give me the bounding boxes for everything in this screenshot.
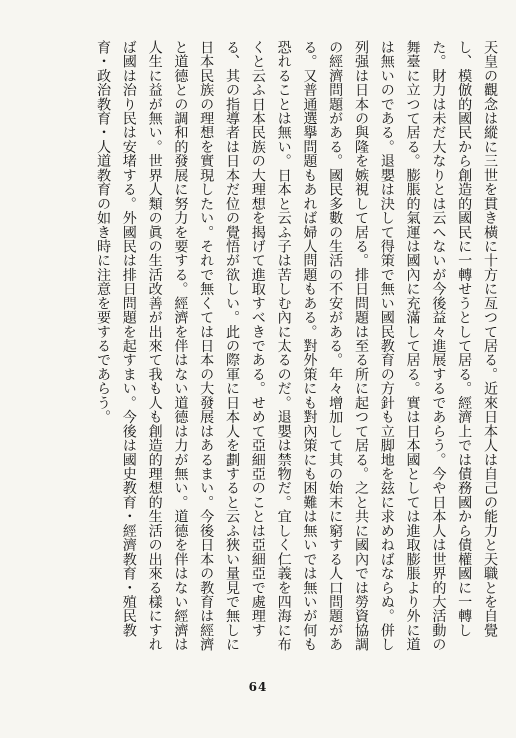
body-paragraph: 天皇の觀念は縱に三世を貫き橫に十方に亙つて居る。近來日本人は自己の能力と天職とを自覺し、模倣的國民から創造的國民に一轉せうとして居る。經濟上では債務國から債權國に一轉した。財力は未だ大なりとは云へないが今後益々進展するであらう。今や日本人は世界的大活動の舞臺に立つて居る。膨脹的氣運は國內に充滿して居る。實は日本國としては進取膨脹より外に道は無いのである。退嬰は決して得策で無い國民教育の方針も立脚地を玆に求めねばならぬ。併し列强は日本の與隆を嫉視して居る。排日問題は至る所に起つて居る。之と共に國內では勞資協調の經濟問題がある。國民多數の生活の不安がある。年々增加して其の始末に窮する人口問題がある。又普通選擧問題もあれば婦人問題もある。對外策にも對內策にも困難は無いでは無いが何も恐れることは無い。日本と云ふ子は苦しむ內に太るのだ。退嬰は禁物だ。宜しく仁義を四海に布くと云ふ日本民族の大理想を揭げて進取すべきである。せめて亞細亞のことは亞細亞で處理する、其の指導者は日本だ位の覺悟が欲しい。此の際軍に日本人を劃すると云ふ狹い量見で無しに日本民族の理想を實現したい。それで無くては日本の大發展はあるまい。今後日本の教育は經濟と道德との調和的發展に努力を要する。經濟を伴はない道德は力が無い。道德を伴はない經濟は人生に益が無い。世界人類の眞の生活改善が出來て我も人も創造的理想的生活の出來る樣にすれば國は治り民は安堵する。外國民は排日問題を起すまい。今後は國史教育・經濟教育・殖民教育・政治教育・人道教育の如き時に注意を要するであらう。: [95, 40, 498, 652]
page-number: 64: [248, 680, 268, 694]
vertical-text-body: [24, 40, 502, 662]
